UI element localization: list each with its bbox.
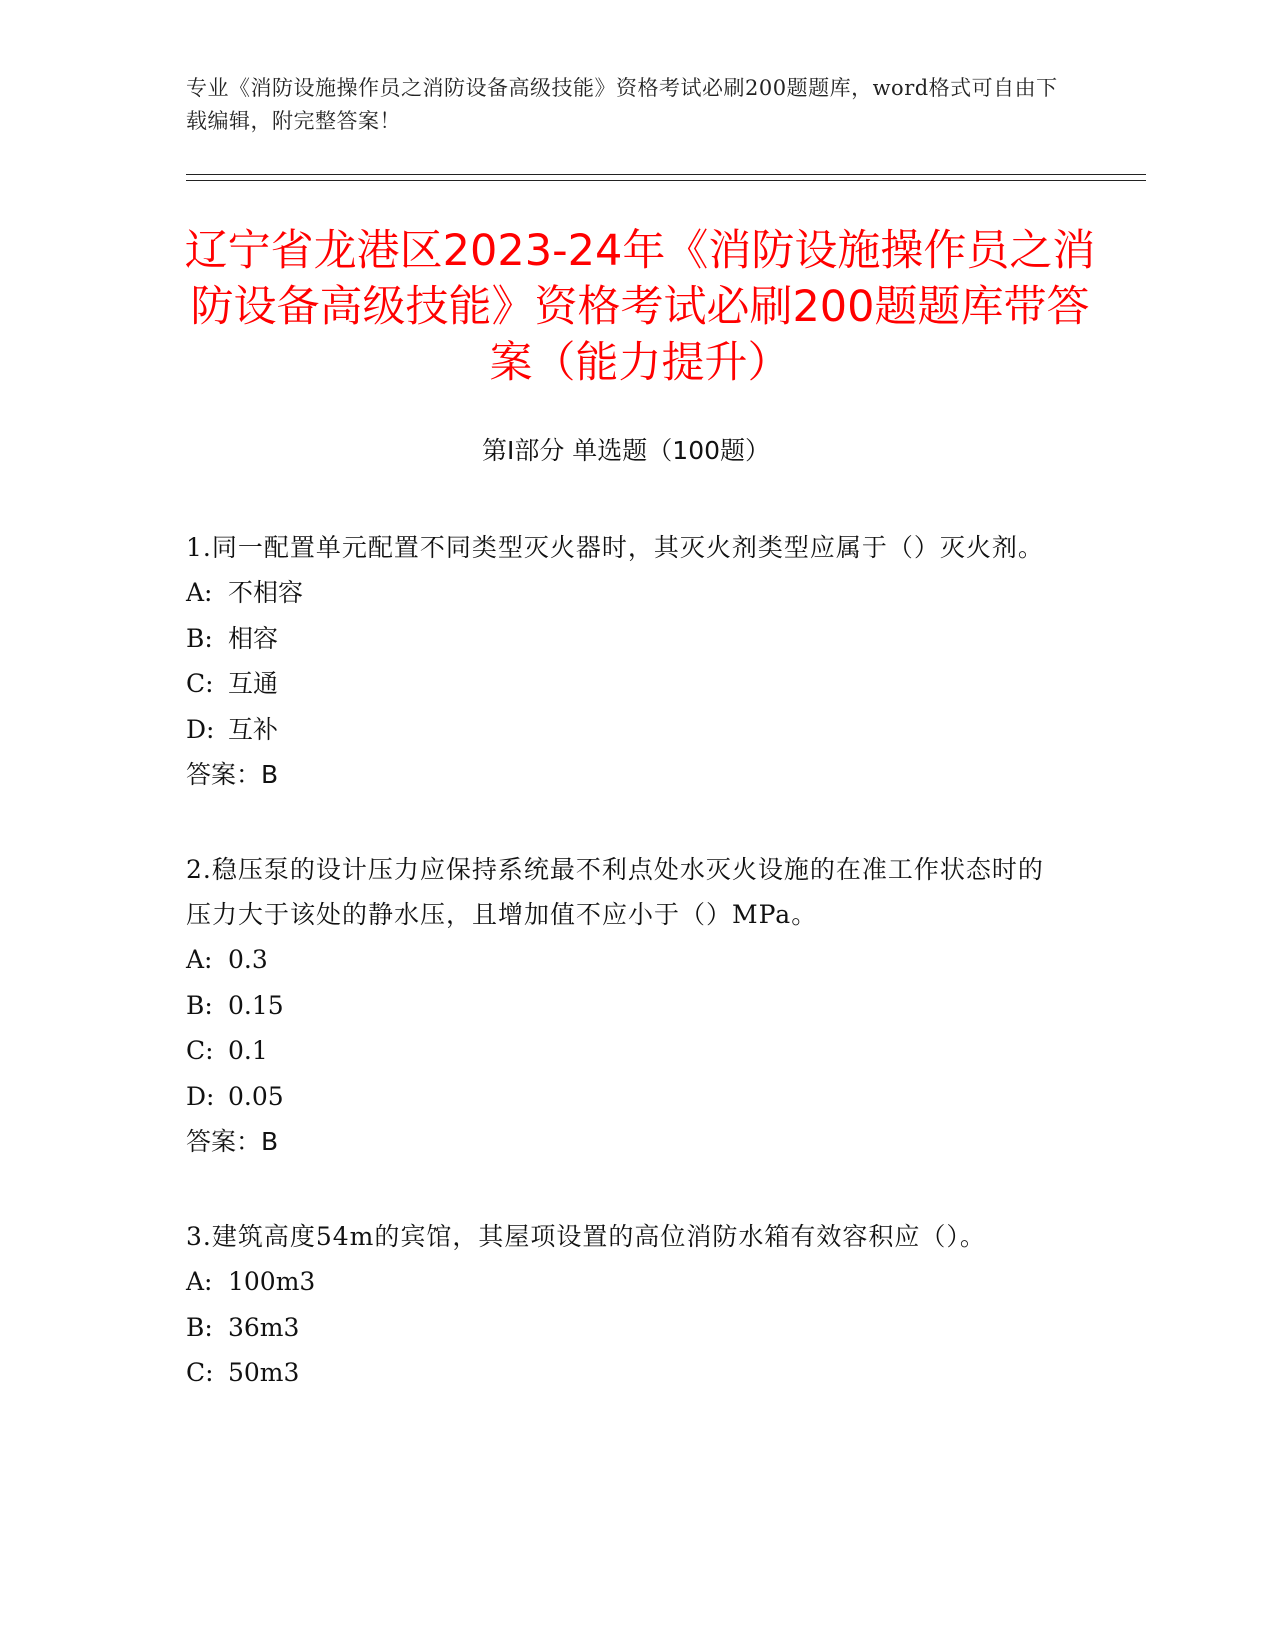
question-stem: 1.同一配置单元配置不同类型灭火器时，其灭火剂类型应属于（）灭火剂。 xyxy=(186,533,1044,562)
option-text: 36m3 xyxy=(228,1312,300,1342)
question-stem: 2.稳压泵的设计压力应保持系统最不利点处水灭火设施的在准工作状态时的压力大于该处的静水压，且增加值不应小于（）MPa。 xyxy=(186,855,1044,929)
option-text: 互通 xyxy=(228,669,279,698)
option-text: 0.15 xyxy=(228,990,284,1020)
option-key: A: xyxy=(186,578,213,607)
option-a xyxy=(186,937,1066,983)
header-divider-top xyxy=(186,174,1146,175)
question-2 xyxy=(186,847,1066,1164)
option-text: 互补 xyxy=(228,714,279,744)
option-key: B: xyxy=(186,623,213,653)
header-note: 专业《消防设施操作员之消防设备高级技能》资格考试必刷200题题库，word格式可自由下载编辑，附完整答案！ xyxy=(186,76,1058,133)
answer: 答案：B xyxy=(186,1127,279,1156)
question-list xyxy=(186,525,1066,1446)
option-c xyxy=(186,1028,1066,1074)
option-a xyxy=(186,1259,1066,1305)
option-text: 0.1 xyxy=(228,1036,268,1065)
option-b xyxy=(186,1305,1066,1351)
option-text: 相容 xyxy=(228,623,279,653)
option-text: 0.05 xyxy=(228,1081,284,1111)
option-key: A: xyxy=(186,1267,213,1296)
option-a xyxy=(186,570,1066,616)
option-key: C: xyxy=(186,1036,214,1065)
option-c xyxy=(186,661,1066,707)
section-heading: 第Ⅰ部分 单选题（100题） xyxy=(481,436,771,465)
question-1 xyxy=(186,525,1066,797)
option-text: 50m3 xyxy=(228,1358,300,1387)
option-key: D: xyxy=(186,1081,215,1111)
option-b xyxy=(186,983,1066,1029)
option-key: C: xyxy=(186,669,214,698)
option-text: 100m3 xyxy=(228,1267,316,1296)
option-d xyxy=(186,1074,1066,1120)
answer: 答案：B xyxy=(186,760,279,789)
header-divider-bottom xyxy=(186,180,1146,181)
option-text: 不相容 xyxy=(228,578,304,607)
option-b xyxy=(186,616,1066,662)
option-d xyxy=(186,707,1066,753)
option-key: A: xyxy=(186,945,213,974)
option-text: 0.3 xyxy=(228,945,268,974)
option-key: D: xyxy=(186,714,215,744)
option-key: B: xyxy=(186,1312,213,1342)
question-3 xyxy=(186,1214,1066,1396)
document-title: 辽宁省龙港区2023-24年《消防设施操作员之消防设备高级技能》资格考试必刷200题题库带答案（能力提升） xyxy=(184,226,1096,388)
option-key: B: xyxy=(186,990,213,1020)
option-c xyxy=(186,1350,1066,1396)
question-stem: 3.建筑高度54m的宾馆，其屋项设置的高位消防水箱有效容积应（）。 xyxy=(186,1222,986,1251)
option-key: C: xyxy=(186,1358,214,1387)
